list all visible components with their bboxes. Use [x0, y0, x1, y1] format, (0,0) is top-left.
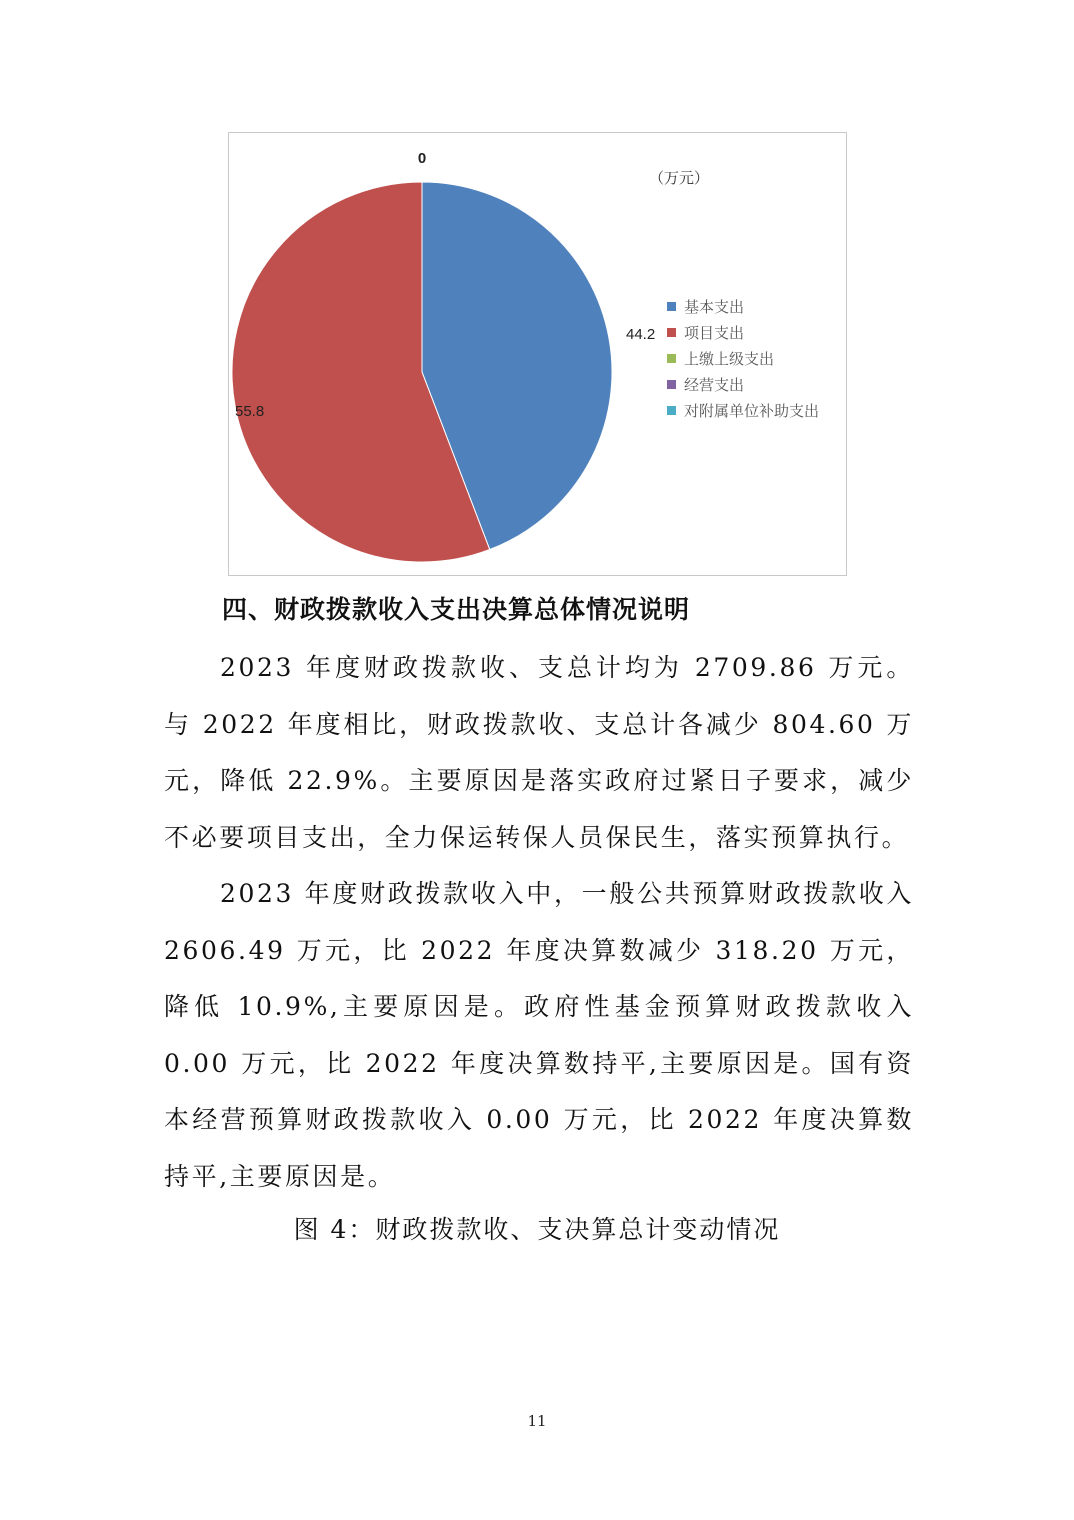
legend-swatch: [667, 302, 676, 311]
legend-swatch: [667, 354, 676, 363]
section-heading: 四、财政拨款收入支出决算总体情况说明: [222, 595, 691, 624]
legend-item: [667, 319, 819, 345]
legend-item: [667, 293, 819, 319]
data-label-0: 44.2: [626, 326, 656, 343]
legend-label: 上缴上级支出: [684, 349, 775, 368]
data-label-1: 55.8: [235, 403, 265, 420]
legend-swatch: [667, 380, 676, 389]
data-label-2: 0: [417, 150, 427, 167]
legend-label: 基本支出: [684, 297, 745, 316]
page-number: 11: [527, 1412, 547, 1430]
paragraph-1: 2023 年度财政拨款收、支总计均为 2709.86 万元。与 2022 年度相比，财政拨款收、支总计各减少 804.60 万元，降低 22.9%。主要原因是落实政府过紧日子要求，减少不必要项目支出，全力保运转保人员保民生，落实预算执行。: [164, 653, 914, 852]
legend-item: [667, 371, 819, 397]
legend-label: 项目支出: [684, 323, 745, 342]
pie-chart-frame: [228, 132, 847, 576]
legend-item: [667, 397, 819, 423]
figure-caption: 图 4：财政拨款收、支决算总计变动情况: [293, 1215, 781, 1244]
legend-item: [667, 345, 819, 371]
legend-label: 对附属单位补助支出: [684, 401, 820, 420]
legend-swatch: [667, 328, 676, 337]
chart-legend: [667, 293, 819, 423]
paragraph-2: 2023 年度财政拨款收入中，一般公共预算财政拨款收入 2606.49 万元，比 2022 年度决算数减少 318.20 万元，降低 10.9%,主要原因是。政府性基金预算财政拨款收入 0.00 万元，比 2022 年度决算数持平,主要原因是。国有资本经营预算财政拨款收入 0.00 万元，比 2022 年度决算数持平,主要原因是。: [164, 879, 914, 1191]
chart-unit-label: （万元）: [649, 169, 710, 187]
legend-swatch: [667, 406, 676, 415]
legend-label: 经营支出: [684, 375, 745, 394]
